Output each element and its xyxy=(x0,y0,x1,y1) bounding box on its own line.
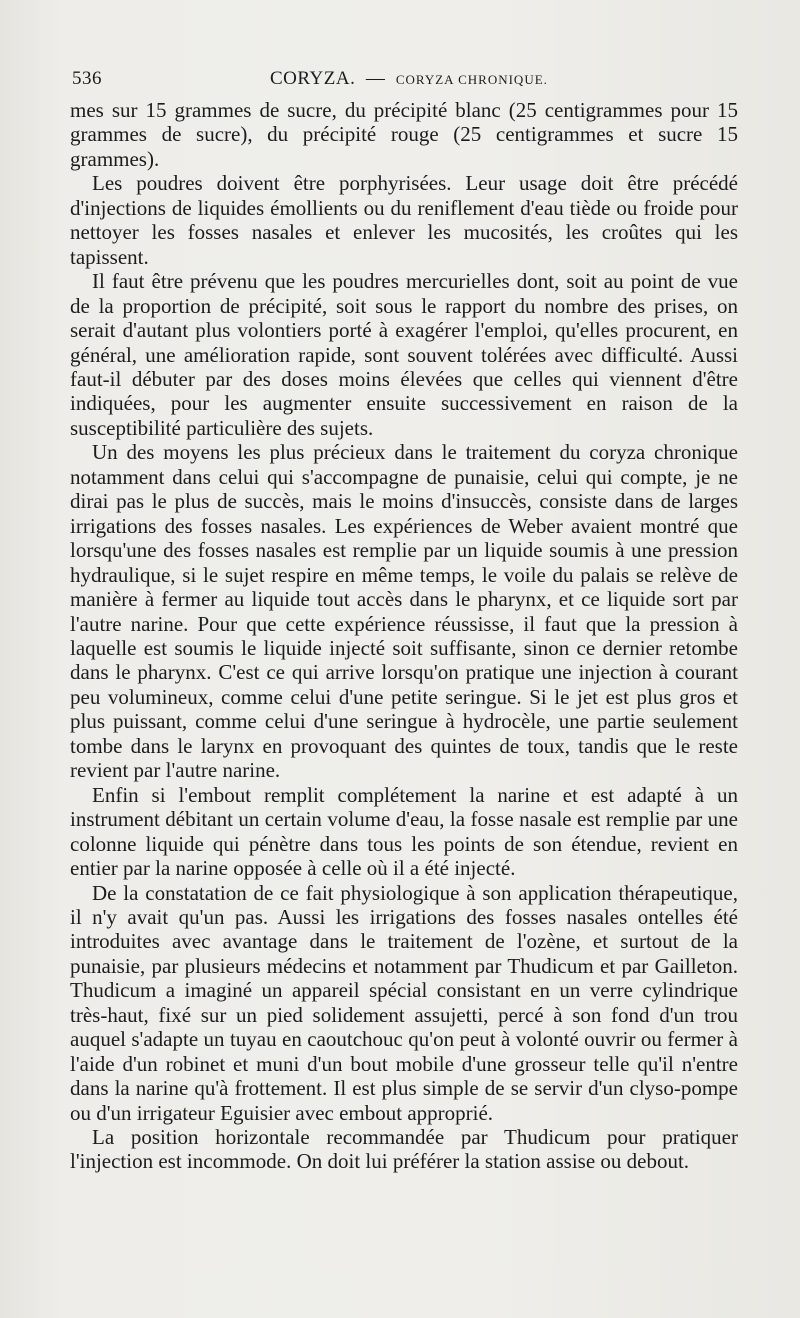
page-number: 536 xyxy=(72,68,102,89)
paragraph-embout: Enfin si l'embout remplit complétement la narine et est adapté à un instrument débitant un certain volume d'eau, la fosse nasale est remplie par une colonne liquide qui pénètre dans tous les points de son étendue, revient en entier par la narine opposée à celle où il a été injecté. xyxy=(70,782,738,881)
title-separator: — xyxy=(365,68,386,89)
paragraph-powders: Les poudres doivent être porphyrisées. Leur usage doit être précédé d'injections de liquides émollients ou du reniflement d'eau tiède ou froide pour nettoyer les fosses nasales et enlever les mucosités, les croûtes qui les tapissent. xyxy=(70,171,738,269)
chapter-title: CORYZA. xyxy=(270,68,356,89)
paragraph-continuation: mes sur 15 grammes de sucre, du précipité blanc (25 centigrammes pour 15 grammes de sucre), du précipité rouge (25 centigrammes et sucre 15 grammes). xyxy=(70,98,738,171)
paragraph-mercurial-warning: Il faut être prévenu que les poudres mercurielles dont, soit au point de vue de la proportion de précipité, soit sous le rapport du nombre des prises, on serait d'autant plus volontiers porté à exagérer l'emploi, qu'elles procurent, en général, une amélioration rapide, sont souvent tolérées avec difficulté. Aussi faut-il débuter par des doses moins élevées que celles qui viennent d'être indiquées, pour les augmenter ensuite successivement en raison de la susceptibilité particulière des sujets. xyxy=(70,269,738,440)
paragraph-therapeutic-application: De la constatation de ce fait physiologique à son application thérapeutique, il n'y avait qu'un pas. Aussi les irrigations des fosses nasales ontelles été introduites avec avantage dans le traitement de l'ozène, et surtout de la punaisie, par plusieurs médecins et notamment par Thudicum et par Gailleton. Thudicum a imaginé un appareil spécial consistant en un verre cylindrique très-haut, fixé sur un pied solidement assujetti, percé à son fond d'un trou auquel s'adapte un tuyau en caoutchouc qu'on peut à volonté ouvrir ou fermer à l'aide d'un robinet et muni d'un bout mobile d'une grosseur telle qu'il n'entre dans la narine qu'à frottement. Il est plus simple de se servir d'un clyso-pompe ou d'un irrigateur Eguisier avec embout approprié. xyxy=(70,880,738,1125)
running-title xyxy=(270,68,548,90)
body-text xyxy=(70,98,738,1174)
running-head xyxy=(72,64,740,96)
paragraph-position: La position horizontale recommandée par Thudicum pour pratiquer l'injection est incommode. On doit lui préférer la station assise ou debout. xyxy=(70,1125,738,1174)
paragraph-irrigations: Un des moyens les plus précieux dans le traitement du coryza chronique notamment dans celui qui s'accompagne de punaisie, celui qui compte, je ne dirai pas le plus de succès, mais le moins d'insuccès, consiste dans de larges irrigations des fosses nasales. Les expériences de Weber avaient montré que lorsqu'une des fosses nasales est remplie par un liquide soumis à une pression hydraulique, si le sujet respire en même temps, le voile du palais se relève de manière à fermer au liquide tout accès dans le pharynx, et ce liquide sort par l'autre narine. Pour que cette expérience réussisse, il faut que la pression à laquelle est soumis le liquide injecté soit suffisante, sinon ce dernier retombe dans le pharynx. C'est ce qui arrive lorsqu'on pratique une injection à courant peu volumineux, comme celui d'une petite seringue. Si le jet est plus gros et plus puissant, comme celui d'une seringue à hydrocèle, une partie seulement tombe dans le larynx en provoquant des quintes de toux, tandis que le reste revient par l'autre narine. xyxy=(70,440,738,783)
section-title: CORYZA CHRONIQUE. xyxy=(395,72,548,87)
